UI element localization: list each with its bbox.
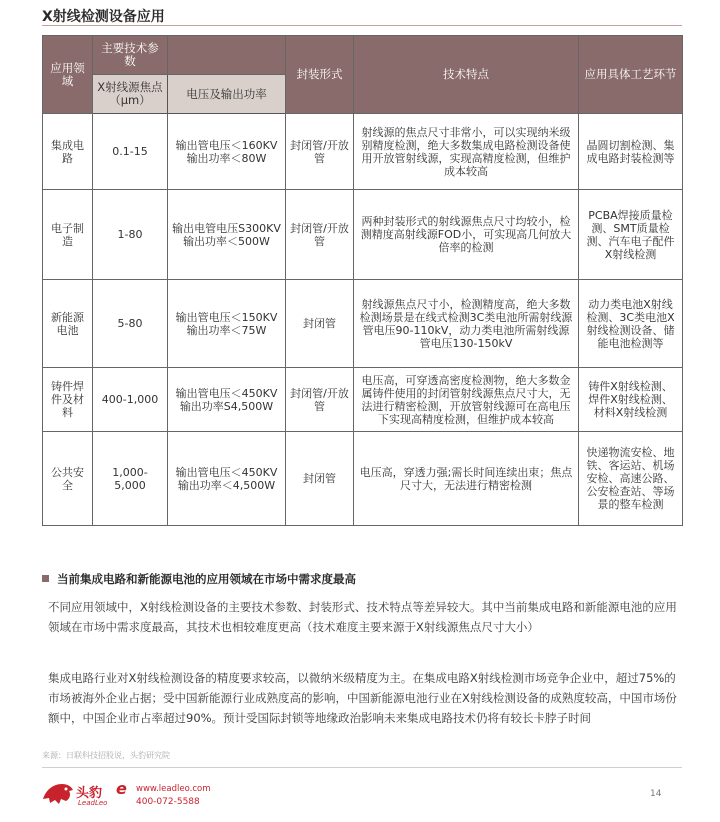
cell-field: 电子制造 (43, 190, 93, 280)
footer-divider (42, 767, 682, 768)
page-title: X射线检测设备应用 (42, 9, 165, 25)
spec-table (42, 35, 683, 526)
cell-process: 快递物流安检、地铁、客运站、机场安检、高速公路、公安检查站、等场景的整车检测 (579, 432, 683, 526)
header-tech: 技术特点 (354, 36, 579, 114)
key-finding-text: 当前集成电路和新能源电池的应用领域在市场中需求度最高 (57, 572, 356, 586)
cell-package: 封闭管/开放管 (286, 190, 354, 280)
cell-package: 封闭管 (286, 280, 354, 368)
brand-name-en: LeadLeo (78, 799, 108, 807)
cell-voltage: 输出管电压＜450KV 输出功率S4,500W (168, 368, 286, 432)
cell-tech: 电压高，穿透力强;需长时间连续出束；焦点尺寸大，无法进行精密检测 (354, 432, 579, 526)
cell-process: 晶圆切割检测、集成电路封装检测等 (579, 114, 683, 190)
cell-tech: 电压高，可穿透高密度检测物，绝大多数金属铸件使用的封闭管射线源焦点尺寸大，无法进行精密检测，开放管射线源可在高电压下实现高精度检测，但维护成本较高 (354, 368, 579, 432)
cell-process: PCBA焊接质量检测、SMT质量检测、汽车电子配件X射线检测 (579, 190, 683, 280)
cell-package: 封闭管 (286, 432, 354, 526)
cell-tech: 射线源的焦点尺寸非常小，可以实现纳米级别精度检测，绝大多数集成电路检测设备使用开放管射线源，实现高精度检测，但维护成本较高 (354, 114, 579, 190)
cell-focus: 1-80 (93, 190, 168, 280)
brand-name: 头豹 (76, 786, 103, 801)
table-row (43, 190, 683, 280)
cell-process: 动力类电池X射线检测、3C类电池X射线检测设备、储能电池检测等 (579, 280, 683, 368)
header-voltage: 电压及输出功率 (168, 75, 286, 114)
table-row (43, 280, 683, 368)
cell-package: 封闭管/开放管 (286, 368, 354, 432)
cell-field: 集成电路 (43, 114, 93, 190)
cell-focus: 0.1-15 (93, 114, 168, 190)
cell-field: 新能源电池 (43, 280, 93, 368)
header-package: 封装形式 (286, 36, 354, 114)
cell-focus: 1,000-5,000 (93, 432, 168, 526)
table-row (43, 368, 683, 432)
brand-e-mark: e (116, 779, 127, 798)
cell-process: 铸件X射线检测、焊件X射线检测、材料X射线检测 (579, 368, 683, 432)
cell-field: 公共安全 (43, 432, 93, 526)
leadleo-logo-icon (40, 779, 76, 805)
cell-tech: 射线源焦点尺寸小，检测精度高，绝大多数检测场景是在线式检测3C类电池所需射线源管电压90-110kV，动力类电池所需射线源管电压130-150kV (354, 280, 579, 368)
header-focus: X射线源焦点（μm） (93, 75, 168, 114)
cell-tech: 两种封装形式的射线源焦点尺寸均较小，检测精度高射线源FOD小，可实现高几何放大倍率的检测 (354, 190, 579, 280)
cell-focus: 400-1,000 (93, 368, 168, 432)
website-link[interactable]: www.leadleo.com (136, 784, 211, 794)
cell-field: 铸件焊件及材料 (43, 368, 93, 432)
title-divider (42, 25, 682, 26)
bullet-square-icon (42, 575, 49, 582)
phone-number: 400-072-5588 (136, 797, 200, 807)
cell-voltage: 输出管电压＜160KV 输出功率＜80W (168, 114, 286, 190)
cell-voltage: 输出管电压＜450KV 输出功率＜4,500W (168, 432, 286, 526)
cell-package: 封闭管/开放管 (286, 114, 354, 190)
cell-focus: 5-80 (93, 280, 168, 368)
paragraph-1: 不同应用领域中，X射线检测设备的主要技术参数、封装形式、技术特点等差异较大。其中当前集成电路和新能源电池的应用领域在市场中需求度最高，其技术也相较难度更高（技术难度主要来源于X射线源焦点尺寸大小） (48, 600, 677, 634)
source-note: 来源：日联科技招股说，头豹研究院 (42, 751, 170, 760)
header-params: 主要技术参数 (93, 36, 168, 75)
key-finding (42, 571, 356, 587)
page-number: 14 (650, 789, 662, 799)
cell-voltage: 输出管电压＜150KV 输出功率＜75W (168, 280, 286, 368)
cell-voltage: 输出电管电压S300KV 输出功率＜500W (168, 190, 286, 280)
table-row (43, 114, 683, 190)
paragraph-2: 集成电路行业对X射线检测设备的精度要求较高，以微纳米级精度为主。在集成电路X射线检测市场竞争企业中，超过75%的市场被海外企业占据；受中国新能源行业成熟度高的影响，中国新能源电池行业在X射线检测设备的成熟度较高，中国市场份额中，中国企业市占率超过90%。预计受国际封锁等地缘政治影响未来集成电路技术仍将有较长卡脖子时间 (48, 671, 677, 725)
table-row (43, 432, 683, 526)
header-field: 应用领域 (43, 36, 93, 114)
header-process: 应用具体工艺环节 (579, 36, 683, 114)
